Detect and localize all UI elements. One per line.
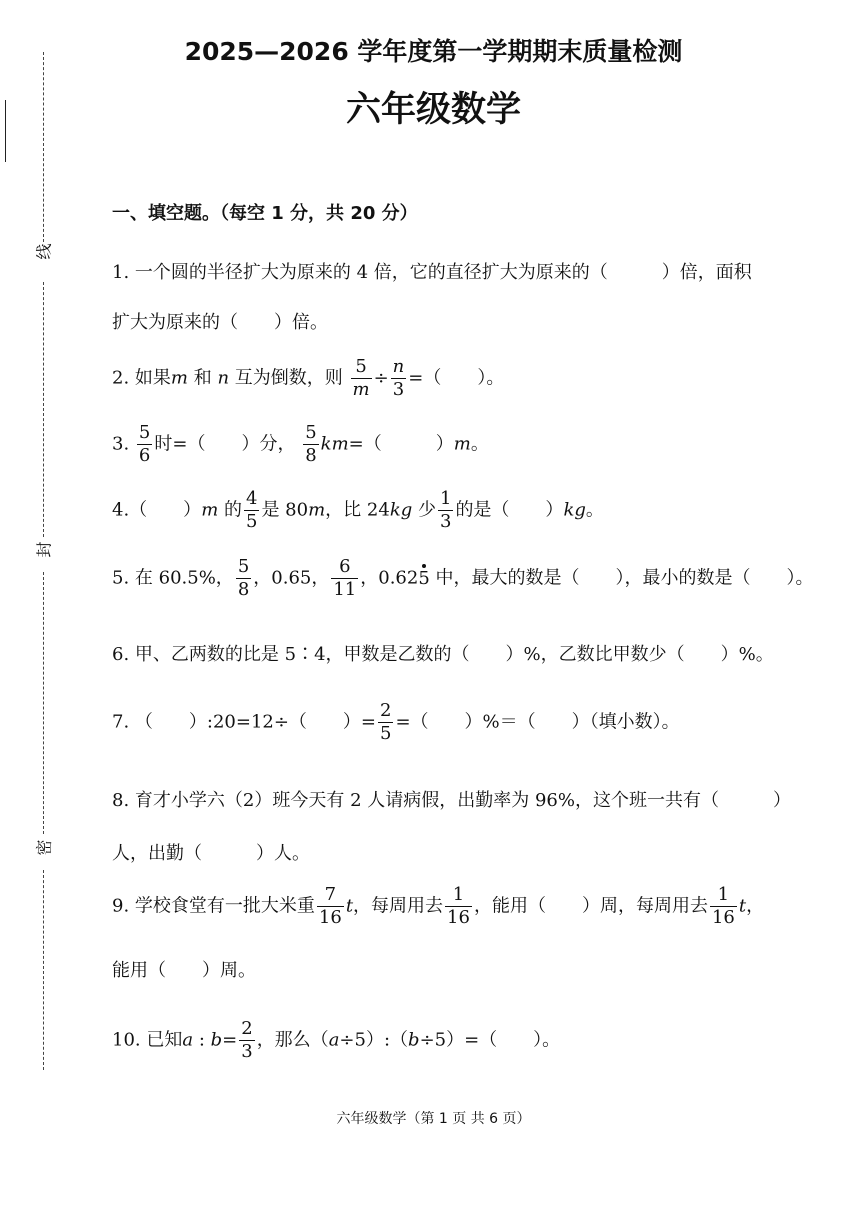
question-7 (112, 702, 680, 743)
q4-fraction-2: $\frac{1}{3}$ (439, 488, 452, 532)
q4-unit-m2: m (308, 499, 326, 521)
q7-fraction: $\frac{2}{5}$ (380, 700, 392, 744)
q3-suffix1: =（ ） (348, 433, 454, 455)
q2-operator: ÷ (373, 367, 389, 389)
q4-unit-kg: kg (389, 499, 413, 521)
q3-fraction-2: $\frac{5}{8}$ (305, 422, 317, 466)
q9-mid2: ，能用（ ）周，每周用去 (473, 895, 708, 917)
question-10 (112, 1020, 560, 1061)
q7-prefix: 7. （ ）:20=12÷（ ）= (112, 711, 377, 733)
question-8-line-1: 8. 育才小学六（2）班今天有 2 人请病假，出勤率为 96%，这个班一共有（ ） (112, 790, 791, 811)
page-footer: 六年级数学（第 1 页 共 6 页） (336, 1111, 531, 1127)
q10-div5b: ÷5）=（ ）。 (419, 1029, 561, 1051)
q9-fraction-2: $\frac{1}{16}$ (447, 884, 470, 928)
q2-mid2: 互为倒数，则 (229, 367, 343, 389)
q5-mid2: ，0.62 (360, 567, 419, 589)
q7-suffix: =（ ）%＝（ ）（填小数）。 (395, 711, 680, 733)
q4-mid4: 少 (412, 499, 436, 521)
q10-fraction: $\frac{2}{3}$ (241, 1018, 253, 1062)
question-4 (112, 490, 604, 531)
q10-var-a: a (182, 1029, 194, 1051)
q3-unit-km: km (320, 433, 349, 455)
q4-fraction-1: $\frac{4}{5}$ (246, 488, 258, 532)
q5-fraction-2: $\frac{6}{11}$ (333, 556, 357, 600)
q10-div5a: ÷5）:（ (339, 1029, 409, 1051)
q10-colon: : (193, 1029, 211, 1051)
binding-label-xian: 线 (34, 243, 54, 260)
q4-prefix: 4.（ ） (112, 499, 202, 521)
q5-fraction-1: $\frac{5}{8}$ (237, 556, 250, 600)
q4-mid5: 的是（ ） (455, 499, 564, 521)
q3-unit-m: m (453, 433, 471, 455)
question-5 (112, 558, 814, 599)
binding-label-feng: 封 (34, 541, 54, 558)
q5-mid1: ，0.65， (253, 567, 330, 589)
question-1-line-1: 1. 一个圆的半径扩大为原来的 4 倍，它的直径扩大为原来的（ ）倍，面积 (112, 262, 752, 283)
q9-unit-t2: t (738, 895, 747, 917)
q2-prefix: 2. 如果 (112, 367, 171, 389)
question-9-line-2: 能用（ ）周。 (112, 960, 256, 981)
question-2 (112, 358, 504, 399)
q3-fraction-1: $\frac{5}{6}$ (138, 422, 151, 466)
q9-fraction-1: $\frac{7}{16}$ (318, 884, 342, 928)
q4-mid1: 的 (218, 499, 242, 521)
q3-prefix: 3. (112, 433, 130, 455)
q10-var-b2: b (408, 1029, 420, 1051)
binding-line-upper (43, 282, 44, 537)
q2-fraction-1: $\frac{5}{m}$ (352, 356, 370, 400)
q9-suffix: ， (746, 895, 765, 917)
q5-suffix: 中，最大的数是（ ），最小的数是（ ）。 (429, 567, 814, 589)
q2-var-m: m (170, 367, 188, 389)
question-8-line-2: 人，出勤（ ）人。 (112, 843, 310, 864)
q5-prefix: 5. 在 60.5%， (112, 567, 234, 589)
q4-mid2: 是 80 (261, 499, 309, 521)
question-1-line-2: 扩大为原来的（ ）倍。 (112, 312, 328, 333)
binding-line-bottom (43, 870, 44, 1070)
q2-fraction-2: $\frac{n}{3}$ (392, 356, 405, 400)
exam-title: 2025—2026 学年度第一学期期末质量检测 (184, 37, 683, 66)
q9-fraction-3: $\frac{1}{16}$ (711, 884, 735, 928)
question-3 (112, 424, 489, 465)
q10-prefix: 10. 已知 (112, 1029, 183, 1051)
binding-line-lower (43, 572, 44, 834)
q10-var-a2: a (328, 1029, 340, 1051)
q3-mid: 时=（ ）分， (154, 433, 296, 455)
q2-mid1: 和 (187, 367, 218, 389)
section-heading: 一、填空题。（每空 1 分，共 20 分） (112, 203, 418, 224)
question-6: 6. 甲、乙两数的比是 5∶4，甲数是乙数的（ ）%，乙数比甲数少（ ）%。 (112, 644, 774, 665)
q10-equals: = (222, 1029, 238, 1051)
q9-prefix: 9. 学校食堂有一批大米重 (112, 895, 315, 917)
q4-mid3: ，比 24 (325, 499, 390, 521)
q5-repeating-digit: 5 (418, 567, 430, 589)
q3-suffix2: 。 (470, 433, 489, 455)
q10-var-b: b (210, 1029, 223, 1051)
binding-line-top (43, 52, 44, 242)
q9-mid1: ，每周用去 (353, 895, 444, 917)
subject-title: 六年级数学 (345, 90, 521, 130)
q2-var-n: n (217, 367, 230, 389)
q2-suffix: =（ ）。 (408, 367, 505, 389)
q9-unit-t1: t (345, 895, 354, 917)
binding-label-mi: 密 (34, 839, 54, 856)
q4-unit-kg2: kg (563, 499, 586, 521)
q4-suffix: 。 (585, 499, 604, 521)
question-9-line-1 (112, 886, 764, 927)
q4-unit-m: m (201, 499, 219, 521)
q10-mid: ，那么（ (256, 1029, 329, 1051)
